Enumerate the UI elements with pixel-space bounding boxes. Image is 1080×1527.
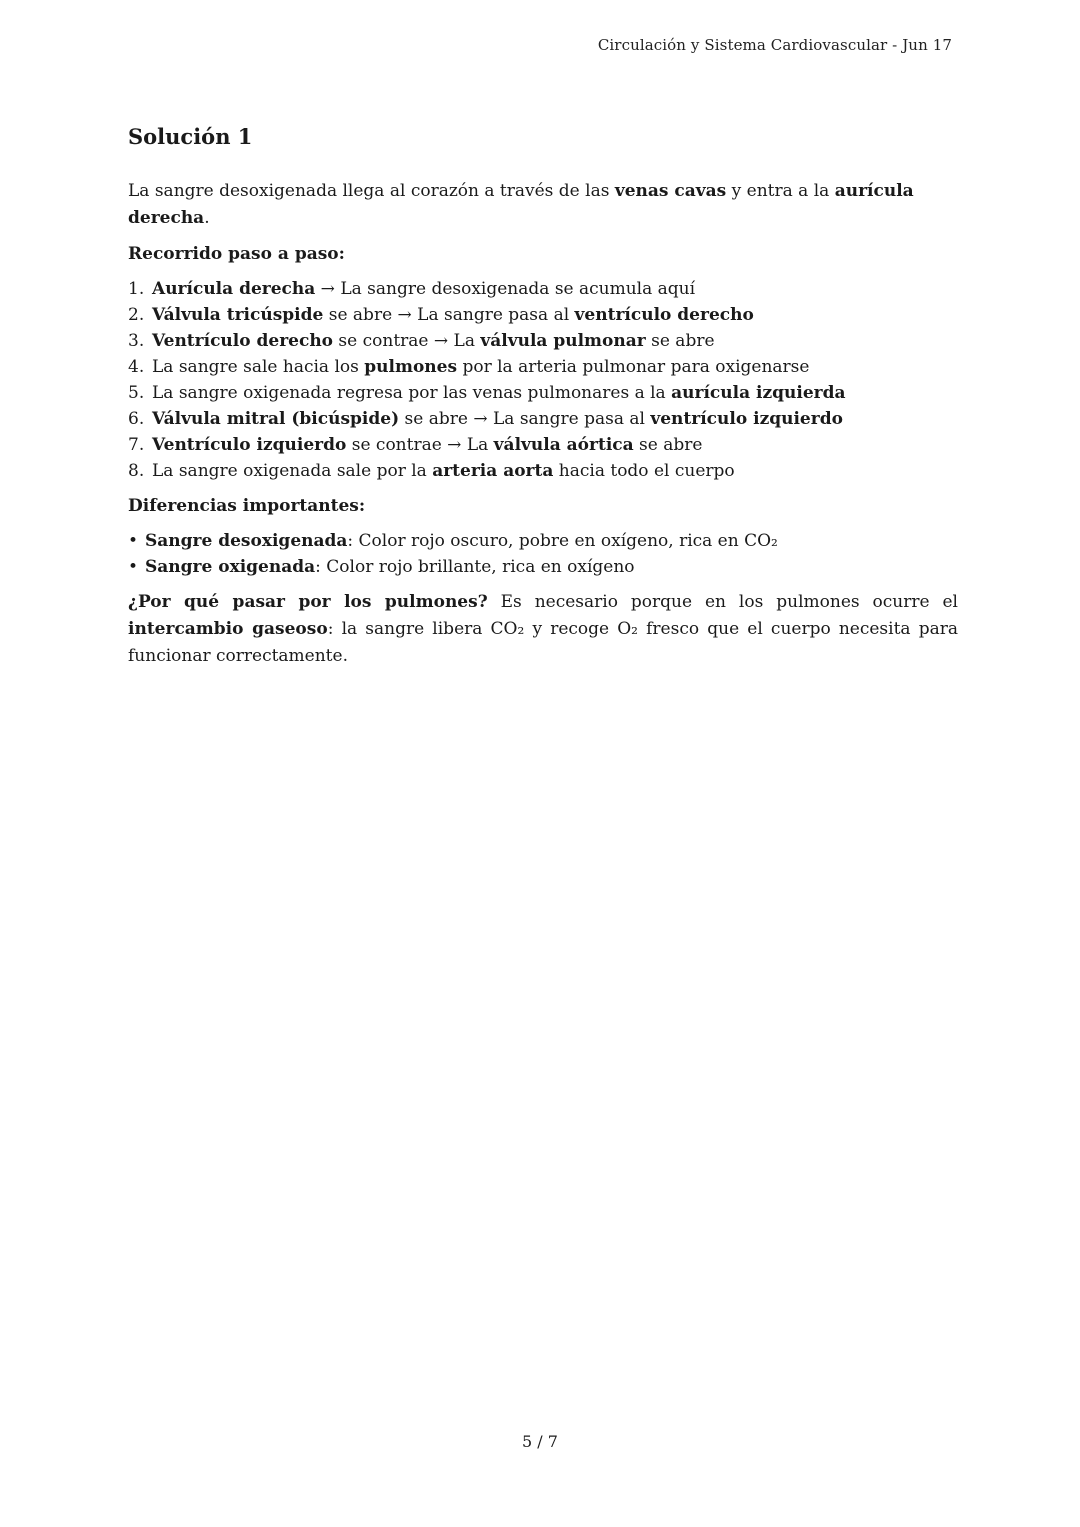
step-text: La sangre oxigenada sale por la [152, 461, 433, 481]
difference-term: Sangre desoxigenada [145, 531, 348, 551]
intro-text-2: y entra a la [726, 181, 835, 201]
bullet-icon: • [128, 557, 139, 577]
step-text-tail: por la arteria pulmonar para oxigenarse [457, 357, 810, 377]
step-bold-term: válvula pulmonar [480, 331, 646, 351]
intro-paragraph [128, 178, 958, 232]
list-item [128, 302, 958, 328]
intro-bold-2: aurícula derecha [128, 181, 914, 228]
final-text-1: Es necesario porque en los pulmones ocurre el [487, 592, 958, 612]
list-item [128, 380, 958, 406]
page-content [128, 120, 958, 670]
step-text: → La sangre desoxigenada se acumula aquí [315, 279, 696, 299]
difference-description: : Color rojo brillante, rica en oxígeno [315, 557, 635, 577]
final-paragraph [128, 589, 958, 670]
difference-description: : Color rojo oscuro, pobre en oxígeno, rica en CO₂ [347, 531, 778, 551]
list-item [128, 406, 958, 432]
step-bold-term: válvula aórtica [493, 435, 634, 455]
list-item-number: 3. [128, 331, 145, 351]
step-bold-term: ventrículo izquierdo [650, 409, 843, 429]
list-item [128, 554, 958, 580]
step-bold-lead: Ventrículo izquierdo [152, 435, 347, 455]
list-item-number: 6. [128, 409, 145, 429]
intro-text-1: La sangre desoxigenada llega al corazón a través de las [128, 181, 615, 201]
list-item [128, 432, 958, 458]
step-text: La sangre sale hacia los [152, 357, 365, 377]
list-item-number: 2. [128, 305, 145, 325]
step-bold-lead: Válvula mitral (bicúspide) [152, 409, 400, 429]
final-question: ¿Por qué pasar por los pulmones? [128, 592, 488, 612]
list-item [128, 354, 958, 380]
step-bold-term: ventrículo derecho [574, 305, 754, 325]
running-header: Circulación y Sistema Cardiovascular - Jun 17 [597, 36, 952, 54]
difference-term: Sangre oxigenada [145, 557, 316, 577]
list-item [128, 458, 958, 484]
step-text-tail: hacia todo el cuerpo [553, 461, 735, 481]
page-number: 5 / 7 [522, 1432, 558, 1451]
list-item-number: 8. [128, 461, 145, 481]
step-text: se contrae → La [333, 331, 481, 351]
list-item-number: 1. [128, 279, 145, 299]
step-text: La sangre oxigenada regresa por las venas pulmonares a la [152, 383, 672, 403]
differences-heading: Diferencias importantes: [128, 496, 366, 516]
step-bold-term: arteria aorta [432, 461, 554, 481]
steps-list [128, 276, 958, 484]
list-item [128, 276, 958, 302]
step-bold-lead: Ventrículo derecho [152, 331, 334, 351]
list-item-number: 7. [128, 435, 145, 455]
differences-list [128, 528, 958, 580]
final-text-2: : la sangre libera CO₂ y recoge O₂ fresco que el cuerpo necesita para funcionar correctamente. [128, 619, 958, 666]
step-text-tail: se abre [645, 331, 715, 351]
steps-heading: Recorrido paso a paso: [128, 244, 345, 264]
list-item-number: 5. [128, 383, 145, 403]
list-item-number: 4. [128, 357, 145, 377]
final-bold-term: intercambio gaseoso [128, 619, 328, 639]
step-bold-lead: Válvula tricúspide [152, 305, 324, 325]
step-text-tail: se abre [633, 435, 703, 455]
list-item [128, 528, 958, 554]
step-text: se abre → La sangre pasa al [399, 409, 651, 429]
list-item [128, 328, 958, 354]
step-bold-term: aurícula izquierda [671, 383, 846, 403]
step-text: se contrae → La [346, 435, 494, 455]
section-title: Solución 1 [128, 124, 253, 149]
bullet-icon: • [128, 531, 139, 551]
step-bold-term: pulmones [364, 357, 458, 377]
intro-text-3: . [204, 208, 210, 228]
step-text: se abre → La sangre pasa al [323, 305, 575, 325]
step-bold-lead: Aurícula derecha [152, 279, 316, 299]
intro-bold-1: venas cavas [614, 181, 727, 201]
